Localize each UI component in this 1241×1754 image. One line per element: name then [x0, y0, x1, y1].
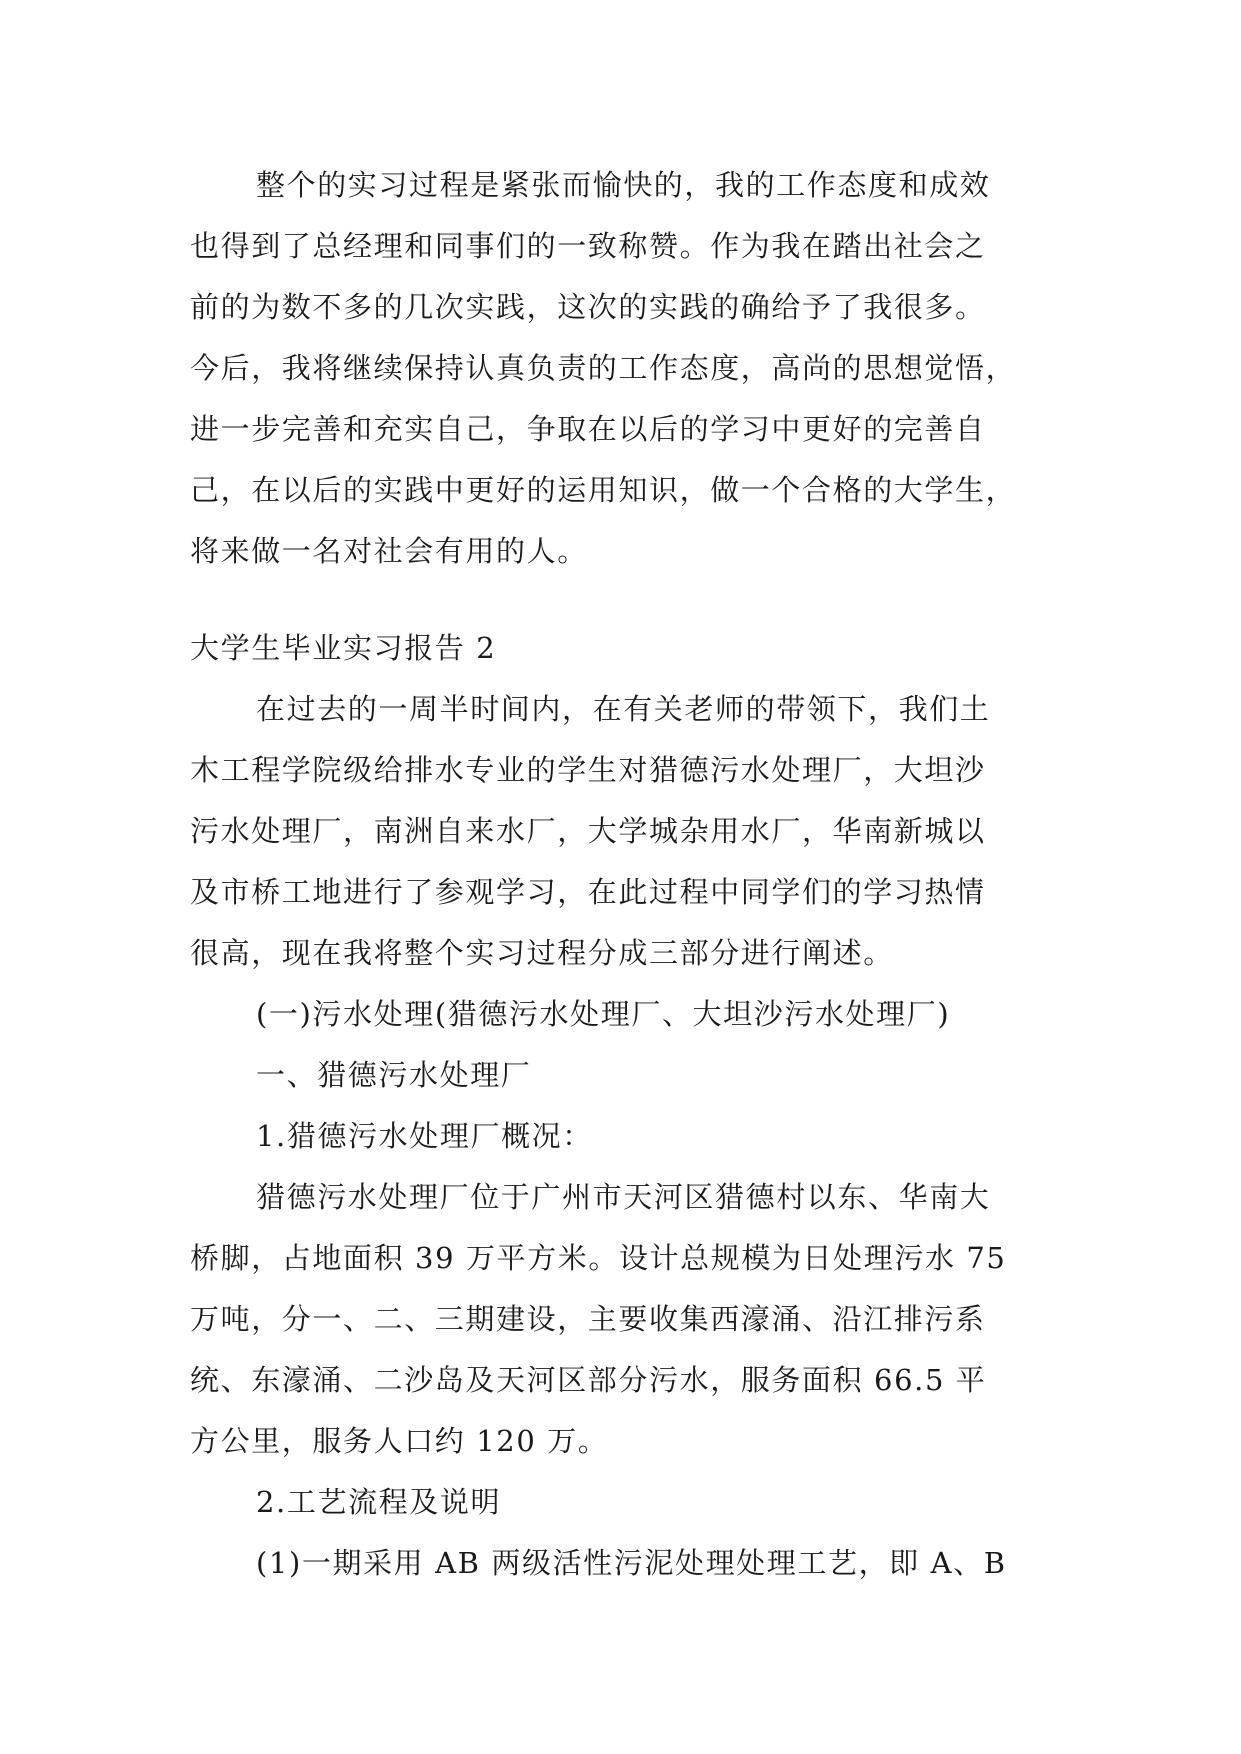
paragraph-line: 今后，我将继续保持认真负责的工作态度，高尚的思想觉悟，	[190, 351, 1017, 385]
paragraph-line: 方公里，服务人口约 120 万。	[190, 1424, 609, 1458]
paragraph-line: 前的为数不多的几次实践，这次的实践的确给予了我很多。	[190, 290, 986, 324]
paragraph-line: 整个的实习过程是紧张而愉快的，我的工作态度和成效	[256, 168, 991, 202]
paragraph-line: 及市桥工地进行了参观学习，在此过程中同学们的学习热情	[190, 875, 986, 909]
paragraph-line: (1)一期采用 AB 两级活性污泥处理处理工艺，即 A、B	[256, 1546, 1007, 1580]
subsection-heading: 一、猎德污水处理厂	[256, 1058, 532, 1092]
paragraph-line: 猎德污水处理厂位于广州市天河区猎德村以东、华南大	[256, 1180, 991, 1214]
section-title: 大学生毕业实习报告 2	[190, 631, 497, 665]
paragraph-line: 将来做一名对社会有用的人。	[190, 534, 588, 568]
paragraph-line: 很高，现在我将整个实习过程分成三部分进行阐述。	[190, 936, 894, 970]
paragraph-line: 也得到了总经理和同事们的一致称赞。作为我在踏出社会之	[190, 229, 986, 263]
paragraph-line: 万吨，分一、二、三期建设，主要收集西濠涌、沿江排污系	[190, 1302, 986, 1336]
subsection-heading: (一)污水处理(猎德污水处理厂、大坦沙污水处理厂)	[256, 997, 951, 1031]
subsection-heading: 1.猎德污水处理厂概况：	[256, 1119, 593, 1153]
paragraph-line: 在过去的一周半时间内，在有关老师的带领下，我们土	[256, 692, 991, 726]
paragraph-line: 进一步完善和充实自己，争取在以后的学习中更好的完善自	[190, 412, 986, 446]
paragraph-line: 木工程学院级给排水专业的学生对猎德污水处理厂，大坦沙	[190, 753, 986, 787]
paragraph-line: 桥脚，占地面积 39 万平方米。设计总规模为日处理污水 75	[190, 1241, 1007, 1275]
paragraph-line: 污水处理厂，南洲自来水厂，大学城杂用水厂，华南新城以	[190, 814, 986, 848]
paragraph-line: 统、东濠涌、二沙岛及天河区部分污水，服务面积 66.5 平	[190, 1363, 987, 1397]
subsection-heading: 2.工艺流程及说明	[256, 1485, 502, 1519]
paragraph-line: 己，在以后的实践中更好的运用知识，做一个合格的大学生，	[190, 473, 1017, 507]
